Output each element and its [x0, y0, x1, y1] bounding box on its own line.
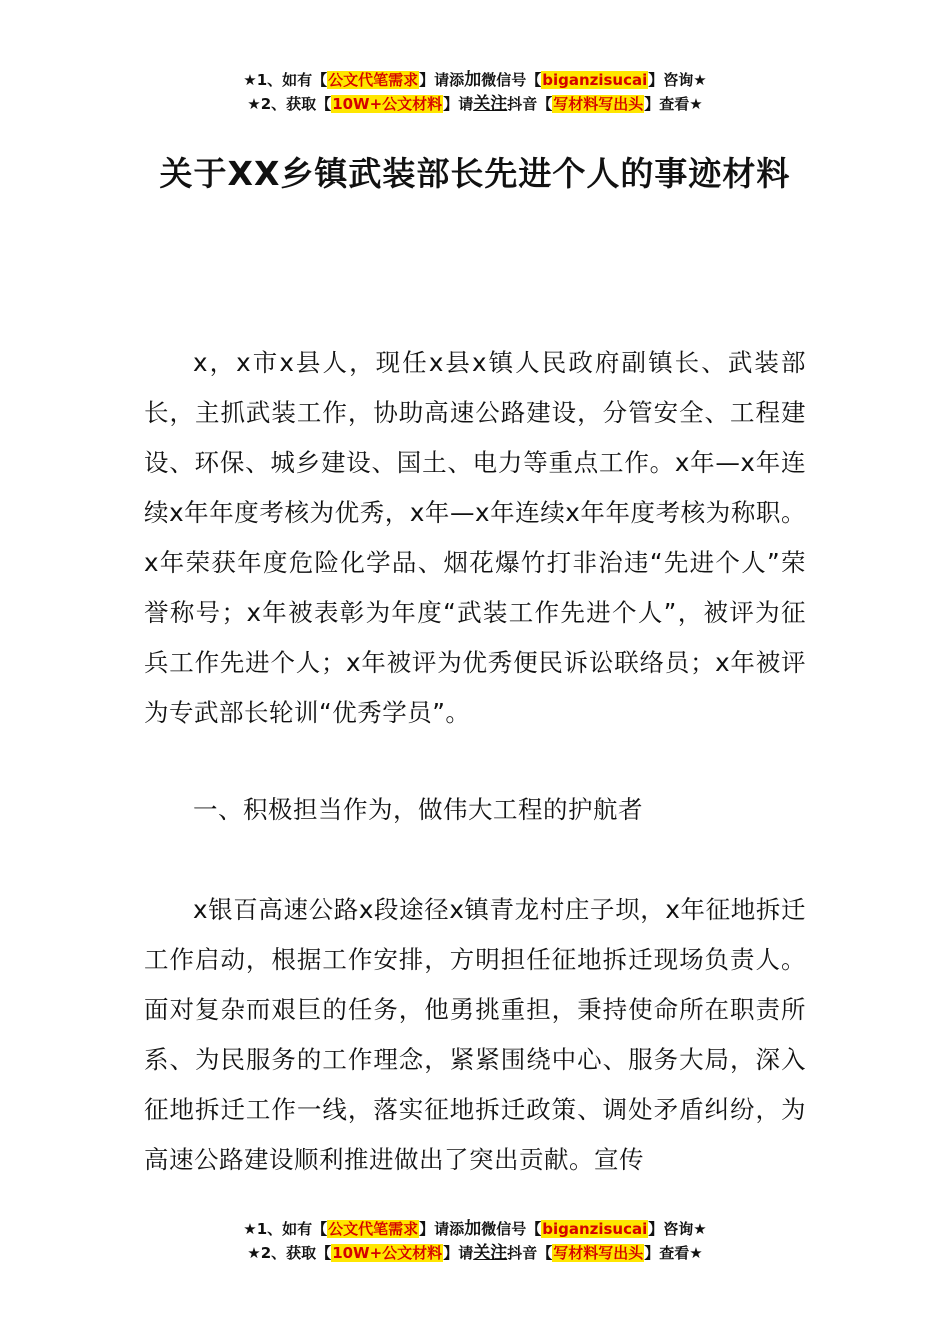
- banner-text: 关注: [473, 1243, 508, 1263]
- banner-text: 】查看★: [644, 95, 703, 113]
- document-title: 关于XX乡镇武装部长先进个人的事迹材料: [159, 154, 791, 193]
- banner-highlight: 10W+公文材料: [332, 1244, 443, 1262]
- footer-banner: [0, 1217, 950, 1265]
- banner-text: 加: [464, 70, 482, 90]
- banner-wechat-id: biganzisucai: [542, 1220, 648, 1238]
- banner-text: 】查看★: [644, 1244, 703, 1262]
- section-heading: 一、积极担当作为，做伟大工程的护航者: [193, 795, 643, 824]
- banner-text: 】咨询★: [648, 71, 707, 89]
- banner-text: 加: [464, 1219, 482, 1239]
- banner-text: 微信号【: [481, 71, 542, 89]
- banner-text: 抖音【: [507, 1244, 553, 1262]
- banner-text: ★1、如有【: [243, 71, 328, 89]
- banner-text: ★2、获取【: [247, 1244, 332, 1262]
- header-banner: [0, 68, 950, 116]
- body-paragraph: x银百高速公路x段途径x镇青龙村庄子坝，x年征地拆迁工作启动，根据工作安排，方明担任征地拆迁现场负责人。面对复杂而艰巨的任务，他勇挑重担，秉持使命所在职责所系、为民服务的工作理念，紧紧围绕中心、服务大局，深入征地拆迁工作一线，落实征地拆迁政策、调处矛盾纠纷，为高速公路建设顺利推进做出了突出贡献。宣传: [144, 895, 806, 1174]
- banner-text: 】咨询★: [648, 1220, 707, 1238]
- banner-text: 】请: [443, 1244, 474, 1262]
- banner-wechat-id: biganzisucai: [542, 71, 648, 89]
- banner-line-2: [0, 92, 950, 116]
- banner-highlight: 公文代笔需求: [328, 71, 419, 89]
- banner-text: ★2、获取【: [247, 95, 332, 113]
- banner-line-1: [0, 1217, 950, 1241]
- banner-line-1: [0, 68, 950, 92]
- banner-highlight: 公文代笔需求: [328, 1220, 419, 1238]
- banner-line-2: [0, 1241, 950, 1265]
- banner-highlight: 10W+公文材料: [332, 95, 443, 113]
- banner-text: 关注: [473, 94, 508, 114]
- banner-text: 】请: [443, 95, 474, 113]
- banner-douyin-id: 写材料写出头: [553, 95, 644, 113]
- banner-douyin-id: 写材料写出头: [553, 1244, 644, 1262]
- banner-text: 微信号【: [481, 1220, 542, 1238]
- banner-text: 】请添: [419, 1220, 465, 1238]
- body-paragraph: x，x市x县人，现任x县x镇人民政府副镇长、武装部长，主抓武装工作，协助高速公路建设，分管安全、工程建设、环保、城乡建设、国土、电力等重点工作。x年—x年连续x年年度考核为优秀，x年—x年连续x年年度考核为称职。x年荣获年度危险化学品、烟花爆竹打非治违“先进个人”荣誉称号；x年被表彰为年度“武装工作先进个人”，被评为征兵工作先进个人；x年被评为优秀便民诉讼联络员；x年被评为专武部长轮训“优秀学员”。: [144, 348, 806, 727]
- banner-text: 抖音【: [507, 95, 553, 113]
- banner-text: ★1、如有【: [243, 1220, 328, 1238]
- banner-text: 】请添: [419, 71, 465, 89]
